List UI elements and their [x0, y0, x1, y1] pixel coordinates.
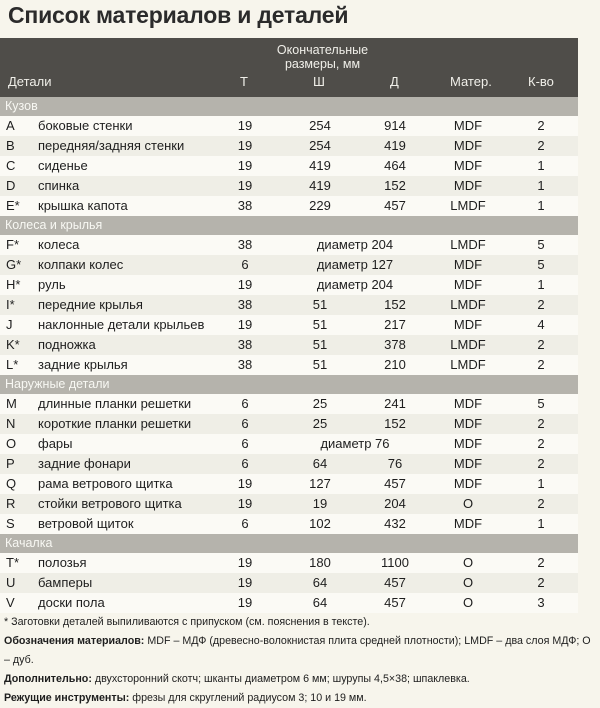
part-name: спинка — [38, 178, 80, 193]
final-sizes-line1: Окончательные — [276, 43, 369, 57]
width-cell: 25 — [312, 416, 328, 431]
note-materials-label: Обозначения материалов: — [4, 635, 145, 647]
material-cell: LMDF — [450, 357, 486, 372]
quantity-cell: 1 — [537, 178, 545, 193]
diameter-cell: диаметр 204 — [316, 277, 394, 292]
table-row — [0, 176, 578, 196]
thickness-cell: 6 — [241, 416, 249, 431]
table-row — [0, 474, 578, 494]
thickness-cell: 19 — [237, 555, 253, 570]
material-cell: MDF — [453, 436, 483, 451]
material-cell: LMDF — [450, 297, 486, 312]
length-cell: 1100 — [381, 555, 409, 570]
length-cell: 204 — [384, 496, 406, 511]
material-cell: MDF — [453, 476, 483, 491]
length-cell: 457 — [384, 198, 406, 213]
length-cell: 432 — [384, 516, 406, 531]
note-tools-text: фрезы для скруглений радиусом 3; 10 и 19 мм. — [129, 692, 367, 704]
quantity-cell: 5 — [537, 396, 545, 411]
material-cell: MDF — [453, 416, 483, 431]
quantity-cell: 2 — [537, 456, 545, 471]
quantity-cell: 4 — [537, 317, 545, 332]
width-cell: 254 — [309, 118, 331, 133]
length-cell: 152 — [384, 416, 406, 431]
part-letter: I* — [6, 297, 15, 312]
notes — [4, 613, 594, 708]
quantity-cell: 2 — [537, 138, 545, 153]
note-extras — [4, 670, 594, 689]
thickness-cell: 19 — [237, 277, 253, 292]
diameter-cell: диаметр 127 — [316, 257, 394, 272]
material-cell: MDF — [453, 118, 483, 133]
table-row — [0, 355, 578, 375]
quantity-cell: 1 — [537, 198, 545, 213]
material-cell: MDF — [453, 396, 483, 411]
part-letter: P — [6, 456, 15, 471]
part-letter: T* — [6, 555, 19, 570]
quantity-cell: 1 — [537, 158, 545, 173]
length-cell: 210 — [384, 357, 406, 372]
col-w-header: Ш — [313, 74, 325, 89]
thickness-cell: 38 — [237, 337, 253, 352]
thickness-cell: 19 — [237, 138, 253, 153]
part-letter: K* — [6, 337, 20, 352]
note-extras-label: Дополнительно: — [4, 673, 92, 685]
col-t-header: Т — [240, 74, 248, 89]
width-cell: 419 — [309, 178, 331, 193]
part-name: рама ветрового щитка — [38, 476, 173, 491]
part-name: передние крылья — [38, 297, 143, 312]
part-name: сиденье — [38, 158, 88, 173]
length-cell: 457 — [384, 595, 406, 610]
materials-table — [0, 38, 578, 613]
material-cell: MDF — [453, 158, 483, 173]
thickness-cell: 38 — [237, 237, 253, 252]
table-row — [0, 156, 578, 176]
col-qty-header: К-во — [528, 74, 554, 89]
table-row — [0, 235, 578, 255]
diameter-cell: диаметр 76 — [320, 436, 390, 451]
thickness-cell: 38 — [237, 297, 253, 312]
part-letter: B — [6, 138, 15, 153]
thickness-cell: 19 — [237, 595, 253, 610]
width-cell: 19 — [312, 496, 328, 511]
thickness-cell: 19 — [237, 575, 253, 590]
material-cell: O — [462, 595, 474, 610]
note-materials-text: MDF – МДФ (древесно-волокнистая плита средней плотности); LMDF – два слоя МДФ; O – дуб. — [4, 635, 591, 666]
thickness-cell: 19 — [237, 496, 253, 511]
page-title: Список материалов и деталей — [8, 2, 349, 28]
quantity-cell: 1 — [537, 277, 545, 292]
width-cell: 51 — [312, 317, 328, 332]
material-cell: O — [462, 555, 474, 570]
table-row — [0, 434, 578, 454]
part-name: доски пола — [38, 595, 105, 610]
table-row — [0, 255, 578, 275]
quantity-cell: 2 — [537, 118, 545, 133]
part-letter: H* — [6, 277, 21, 292]
section-header: Качалка — [0, 534, 578, 553]
thickness-cell: 19 — [237, 476, 253, 491]
length-cell: 76 — [387, 456, 403, 471]
table-row — [0, 454, 578, 474]
table-row — [0, 335, 578, 355]
col-d-header: Д — [390, 74, 399, 89]
length-cell: 152 — [384, 297, 406, 312]
length-cell: 419 — [384, 138, 406, 153]
thickness-cell: 6 — [241, 257, 249, 272]
note-materials — [4, 632, 594, 670]
diameter-cell: диаметр 204 — [316, 237, 394, 252]
table-row — [0, 494, 578, 514]
width-cell: 102 — [309, 516, 331, 531]
table-row — [0, 394, 578, 414]
width-cell: 254 — [309, 138, 331, 153]
material-cell: MDF — [453, 277, 483, 292]
part-letter: Q — [6, 476, 17, 491]
part-name: длинные планки решетки — [38, 396, 192, 411]
length-cell: 464 — [384, 158, 406, 173]
material-cell: O — [462, 575, 474, 590]
part-name: задние крылья — [38, 357, 128, 372]
thickness-cell: 19 — [237, 178, 253, 193]
part-letter: G* — [6, 257, 22, 272]
final-sizes-header — [255, 43, 390, 71]
quantity-cell: 2 — [537, 337, 545, 352]
part-name: руль — [38, 277, 66, 292]
part-letter: E* — [6, 198, 20, 213]
quantity-cell: 1 — [537, 476, 545, 491]
table-header — [0, 38, 578, 97]
part-name: крышка капота — [38, 198, 128, 213]
part-letter: S — [6, 516, 15, 531]
length-cell: 457 — [384, 575, 406, 590]
thickness-cell: 38 — [237, 198, 253, 213]
note-tools — [4, 689, 594, 708]
part-name: боковые стенки — [38, 118, 133, 133]
part-name: задние фонари — [38, 456, 131, 471]
width-cell: 51 — [312, 297, 328, 312]
quantity-cell: 2 — [537, 575, 545, 590]
width-cell: 419 — [309, 158, 331, 173]
thickness-cell: 6 — [241, 516, 249, 531]
thickness-cell: 6 — [241, 456, 249, 471]
quantity-cell: 2 — [537, 297, 545, 312]
width-cell: 25 — [312, 396, 328, 411]
table-row — [0, 573, 578, 593]
section-rows — [0, 553, 578, 613]
part-name: фары — [38, 436, 73, 451]
col-material-header: Матер. — [450, 74, 492, 89]
part-name: бамперы — [38, 575, 93, 590]
part-name: колеса — [38, 237, 80, 252]
note-extras-text: двухсторонний скотч; шканты диаметром 6 мм; шурупы 4,5×38; шпаклевка. — [91, 673, 470, 685]
width-cell: 64 — [312, 456, 328, 471]
thickness-cell: 6 — [241, 436, 249, 451]
material-cell: MDF — [453, 138, 483, 153]
part-letter: L* — [6, 357, 19, 372]
note-allowance: * Заготовки деталей выпиливаются с припуском (см. пояснения в тексте). — [4, 616, 370, 628]
material-cell: MDF — [453, 516, 483, 531]
width-cell: 229 — [309, 198, 331, 213]
material-cell: MDF — [453, 456, 483, 471]
table-row — [0, 514, 578, 534]
quantity-cell: 5 — [537, 237, 545, 252]
part-letter: N — [6, 416, 16, 431]
quantity-cell: 2 — [537, 436, 545, 451]
table-row — [0, 116, 578, 136]
section-header: Наружные детали — [0, 375, 578, 394]
quantity-cell: 2 — [537, 555, 545, 570]
table-row — [0, 275, 578, 295]
part-letter: A — [6, 118, 15, 133]
part-letter: O — [6, 436, 17, 451]
final-sizes-line2: размеры, мм — [284, 57, 361, 71]
part-name: ветровой щиток — [38, 516, 134, 531]
part-name: стойки ветрового щитка — [38, 496, 182, 511]
thickness-cell: 19 — [237, 317, 253, 332]
quantity-cell: 3 — [537, 595, 545, 610]
table-row — [0, 295, 578, 315]
part-name: короткие планки решетки — [38, 416, 192, 431]
table-row — [0, 414, 578, 434]
table-row — [0, 593, 578, 613]
part-name: наклонные детали крыльев — [38, 317, 205, 332]
material-cell: MDF — [453, 178, 483, 193]
table-row — [0, 315, 578, 335]
section-rows — [0, 394, 578, 534]
quantity-cell: 2 — [537, 416, 545, 431]
table-body — [0, 97, 578, 613]
thickness-cell: 6 — [241, 396, 249, 411]
note-tools-label: Режущие инструменты: — [4, 692, 130, 704]
thickness-cell: 19 — [237, 158, 253, 173]
length-cell: 457 — [384, 476, 406, 491]
section-header: Кузов — [0, 97, 578, 116]
width-cell: 64 — [312, 595, 328, 610]
part-letter: U — [6, 575, 16, 590]
quantity-cell: 5 — [537, 257, 545, 272]
material-cell: MDF — [453, 317, 483, 332]
material-cell: LMDF — [450, 237, 486, 252]
table-row — [0, 136, 578, 156]
material-cell: LMDF — [450, 198, 486, 213]
col-parts-header: Детали — [8, 74, 52, 89]
part-letter: D — [6, 178, 16, 193]
part-letter: C — [6, 158, 16, 173]
thickness-cell: 19 — [237, 118, 253, 133]
section-rows — [0, 116, 578, 216]
part-letter: M — [6, 396, 17, 411]
length-cell: 378 — [384, 337, 406, 352]
part-letter: F* — [6, 237, 19, 252]
part-letter: R — [6, 496, 16, 511]
part-name: колпаки колес — [38, 257, 124, 272]
quantity-cell: 1 — [537, 516, 545, 531]
length-cell: 217 — [384, 317, 406, 332]
length-cell: 152 — [384, 178, 406, 193]
part-name: полозья — [38, 555, 87, 570]
section-rows — [0, 235, 578, 375]
width-cell: 127 — [309, 476, 331, 491]
quantity-cell: 2 — [537, 357, 545, 372]
length-cell: 241 — [384, 396, 406, 411]
material-cell: O — [462, 496, 474, 511]
thickness-cell: 38 — [237, 357, 253, 372]
width-cell: 51 — [312, 357, 328, 372]
section-header: Колеса и крылья — [0, 216, 578, 235]
width-cell: 51 — [312, 337, 328, 352]
width-cell: 180 — [309, 555, 331, 570]
width-cell: 64 — [312, 575, 328, 590]
material-cell: LMDF — [450, 337, 486, 352]
material-cell: MDF — [453, 257, 483, 272]
table-row — [0, 196, 578, 216]
part-name: подножка — [38, 337, 96, 352]
part-letter: J — [6, 317, 13, 332]
part-name: передняя/задняя стенки — [38, 138, 185, 153]
length-cell: 914 — [384, 118, 406, 133]
quantity-cell: 2 — [537, 496, 545, 511]
table-row — [0, 553, 578, 573]
part-letter: V — [6, 595, 15, 610]
